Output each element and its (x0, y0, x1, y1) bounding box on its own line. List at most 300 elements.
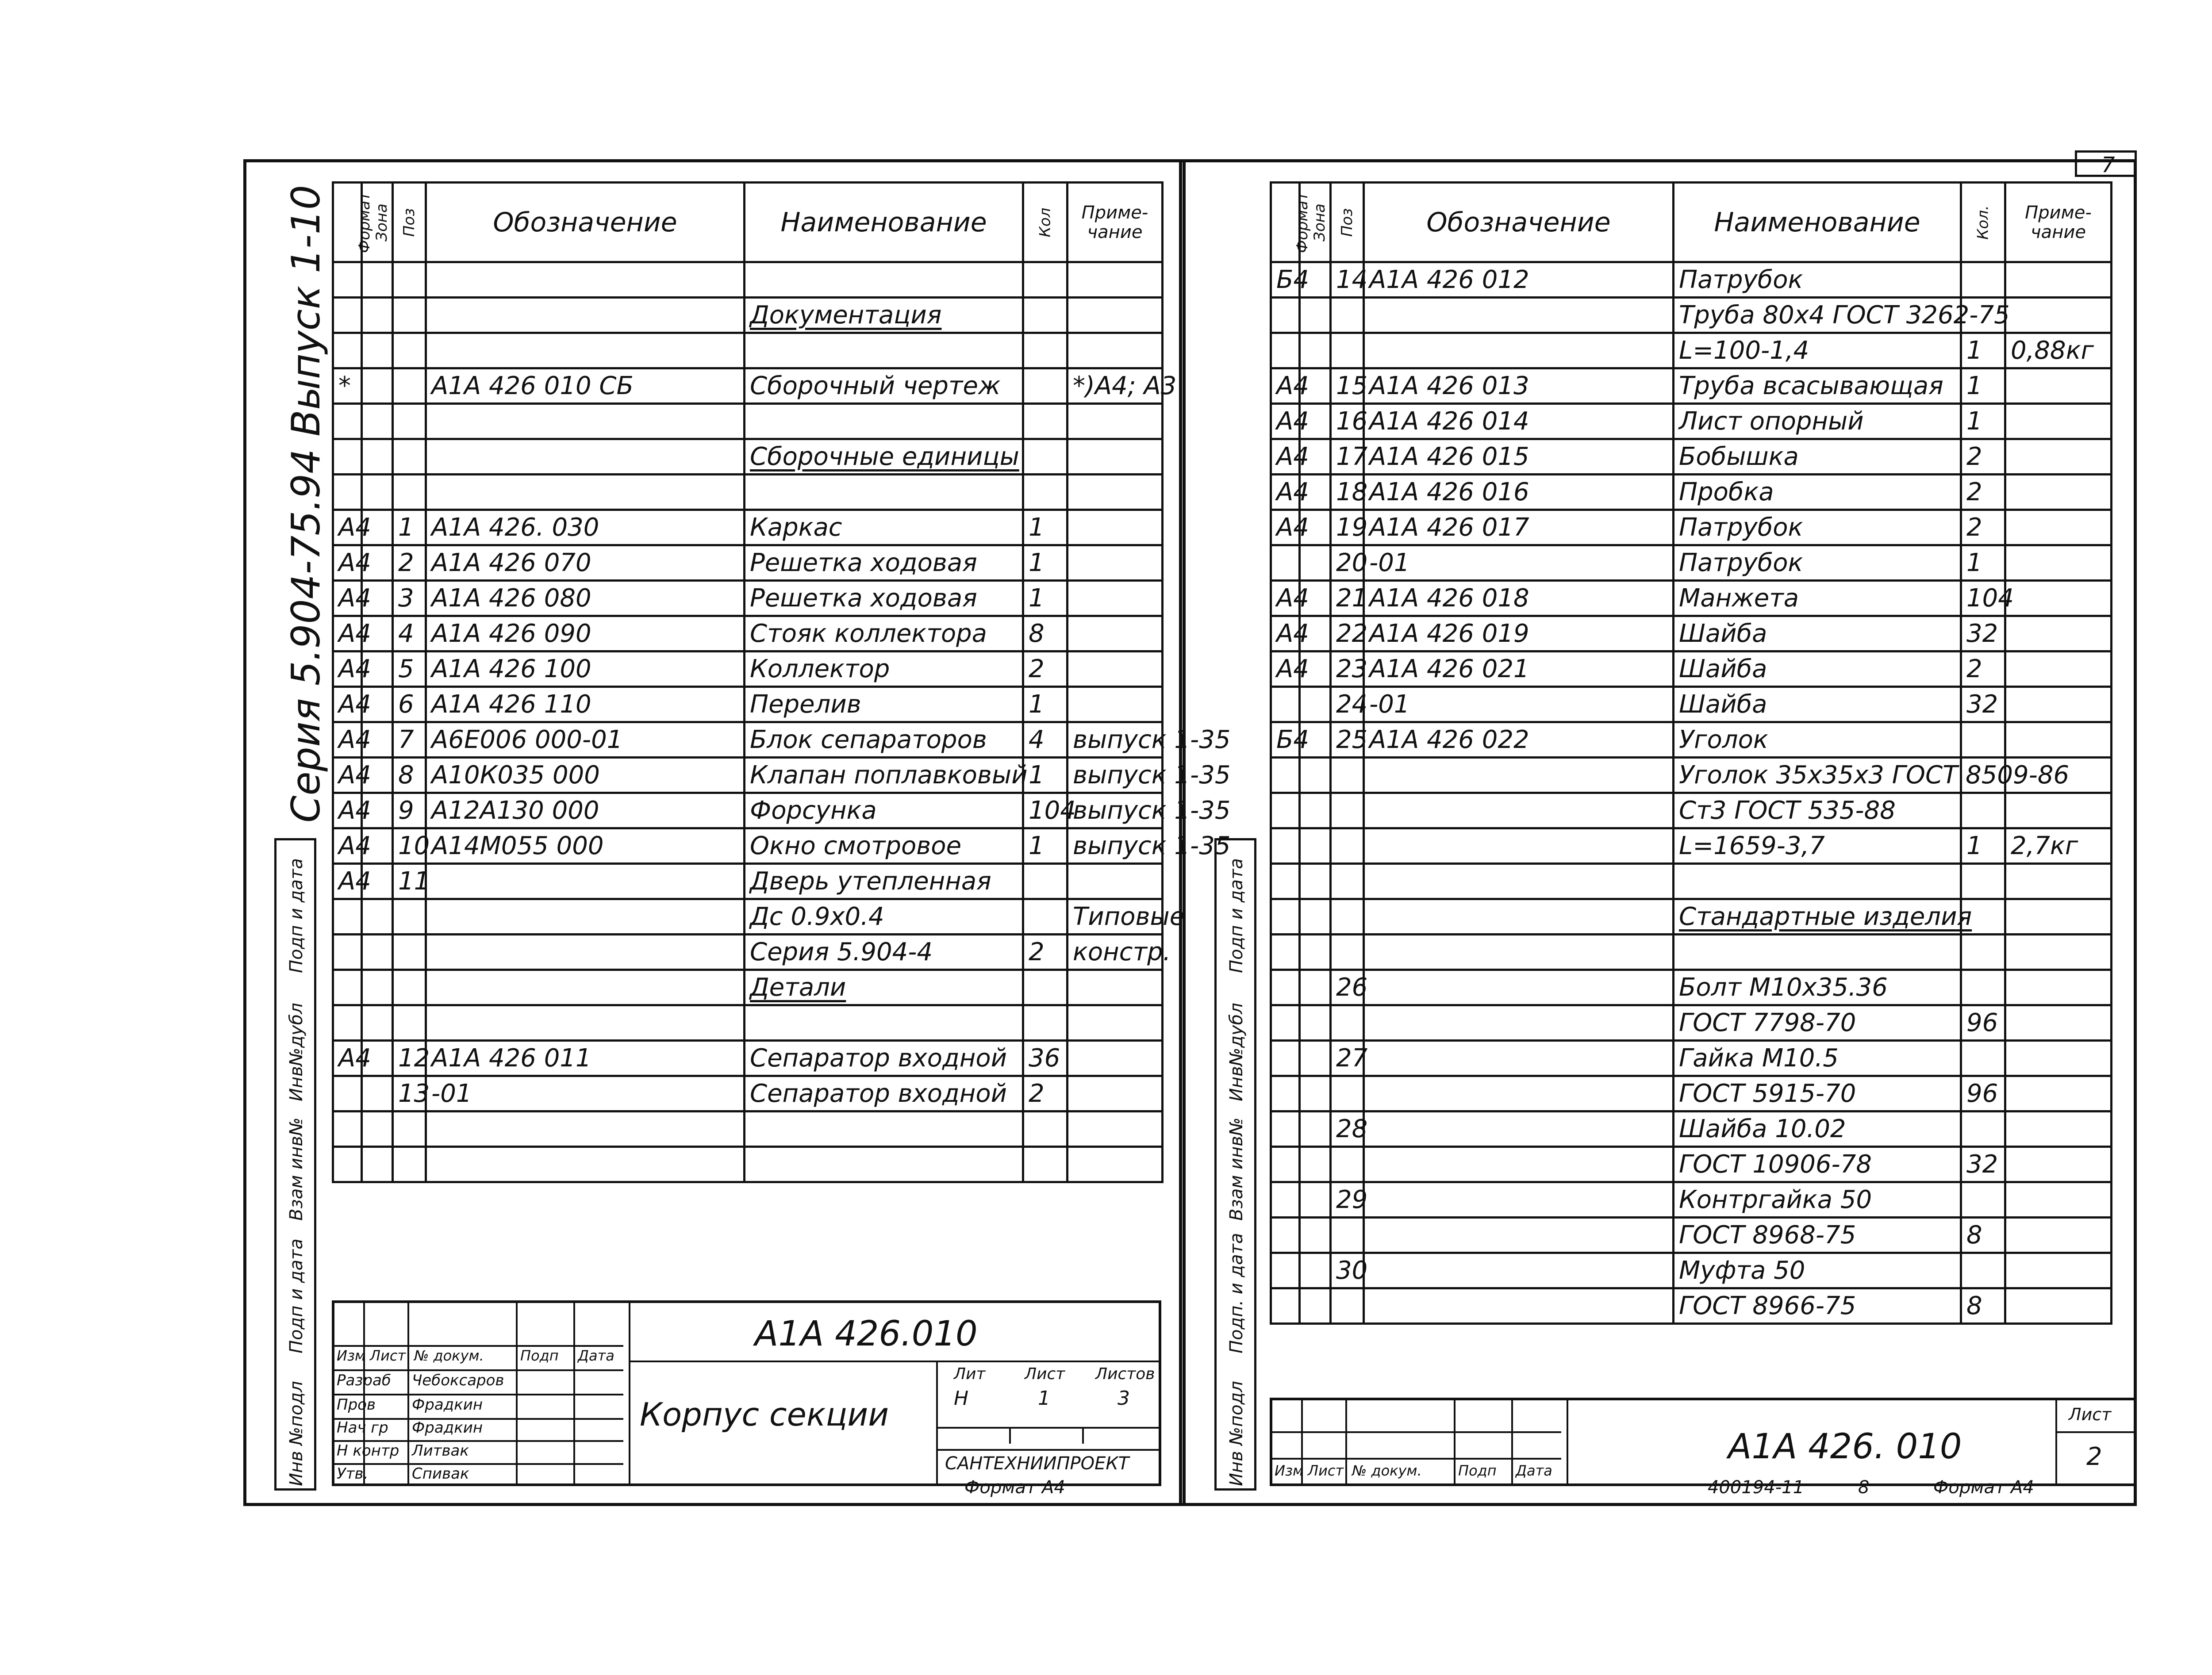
cell-designation (1364, 1288, 1674, 1324)
cell-format (1271, 1288, 1300, 1324)
cell-qty: 2 (1961, 510, 2005, 545)
cell-format (333, 404, 362, 439)
cell-name: ГОСТ 8968-75 (1674, 1218, 1961, 1253)
cell-pos (1331, 828, 1364, 864)
cell-qty: 96 (1961, 1076, 2005, 1112)
table-row (1271, 439, 2112, 475)
table-row (1271, 899, 2112, 935)
cell-qty: 1 (1961, 368, 2005, 404)
cell-pos (1331, 298, 1364, 333)
cell-qty: 8 (1023, 616, 1068, 652)
cell-note: выпуск 1-35 (1068, 758, 1163, 793)
cell-pos (393, 262, 426, 298)
cell-format: А4 (1271, 616, 1300, 652)
lit-label: Лит (954, 1365, 986, 1383)
cell-format (1271, 935, 1300, 970)
col-name: Наименование (745, 183, 1023, 262)
cell-format (333, 899, 362, 935)
cell-name (1674, 864, 1961, 899)
cell-qty: 1 (1023, 758, 1068, 793)
table-row (1271, 298, 2112, 333)
cell-note: 2,7кг (2005, 828, 2112, 864)
cell-qty: 32 (1961, 687, 2005, 722)
table-row (333, 793, 1163, 828)
cell-note (2005, 864, 2112, 899)
cell-pos: 28 (1331, 1112, 1364, 1147)
cell-qty (1023, 1112, 1068, 1147)
table-row (333, 970, 1163, 1005)
cell-pos: 23 (1331, 652, 1364, 687)
cell-pos (1331, 1005, 1364, 1041)
cell-name: Клапан поплавковый (745, 758, 1023, 793)
cell-designation: А1А 426 011 (426, 1041, 745, 1076)
cell-designation (1364, 970, 1674, 1005)
cell-pos: 12 (393, 1041, 426, 1076)
cell-name: Патрубок (1674, 510, 1961, 545)
cell-name: ГОСТ 5915-70 (1674, 1076, 1961, 1112)
cell-format (1271, 1005, 1300, 1041)
cell-name: Патрубок (1674, 262, 1961, 298)
cell-qty (1023, 298, 1068, 333)
cell-format: А4 (333, 793, 362, 828)
stamp-person: Фрадкин (412, 1419, 483, 1437)
stamp-col-header: Подп (520, 1347, 559, 1364)
cell-format (333, 1147, 362, 1182)
cell-name: Шайба (1674, 687, 1961, 722)
cell-note (1068, 333, 1163, 368)
cell-name (1674, 935, 1961, 970)
table-row (333, 439, 1163, 475)
cell-designation (1364, 1041, 1674, 1076)
cell-zone (1300, 828, 1331, 864)
cell-designation: А14М055 000 (426, 828, 745, 864)
cell-pos: 26 (1331, 970, 1364, 1005)
table-row (333, 298, 1163, 333)
table-row (1271, 581, 2112, 616)
cell-zone (362, 1112, 393, 1147)
table-header (333, 183, 1163, 262)
table-row (333, 722, 1163, 758)
table-row (1271, 687, 2112, 722)
cell-designation (1364, 1182, 1674, 1218)
table-row (1271, 970, 2112, 1005)
cell-zone (362, 1005, 393, 1041)
table-row (1271, 404, 2112, 439)
left-spec-table (332, 181, 1231, 1183)
stamp-col-header: Лист (370, 1347, 406, 1364)
cell-pos: 4 (393, 616, 426, 652)
cell-note (1068, 581, 1163, 616)
table-row (333, 581, 1163, 616)
cell-qty (1023, 970, 1068, 1005)
cell-pos (1331, 333, 1364, 368)
cell-note (1068, 439, 1163, 475)
cell-format: А4 (333, 616, 362, 652)
cell-designation: -01 (1364, 545, 1674, 581)
cell-name: Уголок 35х35х3 ГОСТ 8509-86 (1674, 758, 1961, 793)
cell-note (1068, 262, 1163, 298)
cell-note (1068, 475, 1163, 510)
side-label: Инв №подл (1226, 1381, 1247, 1486)
stamp-col-header: Дата (578, 1347, 614, 1364)
table-row (333, 864, 1163, 899)
left-title-block (332, 1300, 1161, 1486)
table-row (333, 899, 1163, 935)
cell-zone (1300, 935, 1331, 970)
cell-note: выпуск 1-35 (1068, 793, 1163, 828)
cell-qty: 1 (1023, 510, 1068, 545)
table-row (333, 1041, 1163, 1076)
cell-pos: 2 (393, 545, 426, 581)
cell-designation (1364, 758, 1674, 793)
cell-note: выпуск 1-35 (1068, 828, 1163, 864)
cell-zone (362, 439, 393, 475)
cell-note (1068, 1147, 1163, 1182)
cell-name: Патрубок (1674, 545, 1961, 581)
cell-name (745, 1005, 1023, 1041)
cell-pos (393, 368, 426, 404)
cell-zone (1300, 970, 1331, 1005)
cell-qty: 2 (1961, 439, 2005, 475)
col-qty: Кол. (1961, 183, 2005, 262)
table-row (333, 935, 1163, 970)
cell-name (745, 1147, 1023, 1182)
cell-note (1068, 545, 1163, 581)
table-row (1271, 545, 2112, 581)
cell-format: А4 (333, 722, 362, 758)
table-row (333, 368, 1163, 404)
cell-name: Пробка (1674, 475, 1961, 510)
cell-name: Муфта 50 (1674, 1253, 1961, 1288)
col-qty: Кол (1023, 183, 1068, 262)
col-name: Наименование (1674, 183, 1961, 262)
stamp-role: Нач гр (337, 1419, 388, 1437)
cell-designation (1364, 1218, 1674, 1253)
cell-name: Коллектор (745, 652, 1023, 687)
cell-qty: 2 (1023, 935, 1068, 970)
cell-note (1068, 510, 1163, 545)
page-marker: 7 (2101, 153, 2115, 177)
cell-name: Стандартные изделия (1674, 899, 1961, 935)
cell-note (1068, 1076, 1163, 1112)
cell-zone (1300, 864, 1331, 899)
cell-pos (1331, 793, 1364, 828)
cell-qty: 32 (1961, 616, 2005, 652)
cell-format: А4 (333, 1041, 362, 1076)
cell-pos (1331, 758, 1364, 793)
table-row (1271, 475, 2112, 510)
cell-designation (426, 1112, 745, 1147)
cell-designation (426, 439, 745, 475)
cell-designation: А1А 426 017 (1364, 510, 1674, 545)
cell-format: А4 (333, 545, 362, 581)
cell-pos (393, 970, 426, 1005)
cell-name: Шайба 10.02 (1674, 1112, 1961, 1147)
table-row (1271, 1182, 2112, 1218)
org-name: САНТЕХНИИПРОЕКТ (945, 1453, 1129, 1474)
cell-qty: 8 (1961, 1218, 2005, 1253)
cell-designation: А12А130 000 (426, 793, 745, 828)
stamp-col-header: Изм (337, 1347, 366, 1364)
cell-name: Труба 80х4 ГОСТ 3262-75 (1674, 298, 1961, 333)
cell-designation: А1А 426 012 (1364, 262, 1674, 298)
cell-designation: А1А 426 080 (426, 581, 745, 616)
cell-name: Блок сепараторов (745, 722, 1023, 758)
table-row (1271, 864, 2112, 899)
cell-name: ГОСТ 10906-78 (1674, 1147, 1961, 1182)
cell-zone (362, 475, 393, 510)
cell-format: А4 (1271, 368, 1300, 404)
cell-format (1271, 333, 1300, 368)
table-row (1271, 1253, 2112, 1288)
cell-qty: 1 (1023, 545, 1068, 581)
cell-zone (362, 298, 393, 333)
side-label: Подп и дата (1226, 858, 1247, 973)
cell-pos (393, 333, 426, 368)
cell-note (2005, 1041, 2112, 1076)
cell-designation (426, 333, 745, 368)
cell-format (1271, 1041, 1300, 1076)
cell-format: А4 (333, 864, 362, 899)
cell-pos (1331, 1076, 1364, 1112)
cell-pos (393, 1112, 426, 1147)
cell-designation: А1А 426 021 (1364, 652, 1674, 687)
cell-pos: 7 (393, 722, 426, 758)
cell-designation: А1А 426 022 (1364, 722, 1674, 758)
cell-zone (1300, 1112, 1331, 1147)
cell-qty (1023, 439, 1068, 475)
cell-format: А4 (1271, 652, 1300, 687)
table-row (1271, 793, 2112, 828)
cell-qty (1961, 793, 2005, 828)
table-row (333, 475, 1163, 510)
cell-designation (426, 899, 745, 935)
table-row (333, 1147, 1163, 1182)
sheet-value: 1 (1038, 1387, 1050, 1410)
cell-note (2005, 510, 2112, 545)
col-note: Приме-чание (2005, 183, 2112, 262)
cell-designation (1364, 1005, 1674, 1041)
cell-format (333, 475, 362, 510)
stamp-person: Литвак (412, 1442, 469, 1460)
cell-note (2005, 652, 2112, 687)
cell-designation (426, 298, 745, 333)
cell-name: Контргайка 50 (1674, 1182, 1961, 1218)
cell-note: 0,88кг (2005, 333, 2112, 368)
cell-note (2005, 368, 2112, 404)
cell-pos (393, 439, 426, 475)
right-spec-table (1270, 181, 2112, 1325)
cell-name: L=1659-3,7 (1674, 828, 1961, 864)
cell-name: Уголок (1674, 722, 1961, 758)
cell-designation: А1А 426 019 (1364, 616, 1674, 652)
cell-designation (1364, 298, 1674, 333)
cell-pos: 3 (393, 581, 426, 616)
cell-format (1271, 1182, 1300, 1218)
cell-designation (1364, 935, 1674, 970)
cell-name (745, 1112, 1023, 1147)
cell-pos: 14 (1331, 262, 1364, 298)
cell-note: *)А4; А3 (1068, 368, 1163, 404)
table-row (1271, 1218, 2112, 1253)
cell-format: Б4 (1271, 722, 1300, 758)
col-zone: Зона (362, 183, 393, 262)
table-row (1271, 758, 2112, 793)
cell-zone (1300, 545, 1331, 581)
cell-designation: А6Е006 000-01 (426, 722, 745, 758)
col-designation: Обозначение (426, 183, 745, 262)
sheets-value: 3 (1118, 1387, 1130, 1410)
table-row (1271, 722, 2112, 758)
cell-format (1271, 687, 1300, 722)
cell-name: ГОСТ 7798-70 (1674, 1005, 1961, 1041)
cell-name: Детали (745, 970, 1023, 1005)
col-zone: Зона (1300, 183, 1331, 262)
table-row (333, 404, 1163, 439)
cell-qty (1023, 475, 1068, 510)
cell-pos: 30 (1331, 1253, 1364, 1288)
doc-title: Корпус секции (640, 1396, 889, 1433)
table-row (1271, 1005, 2112, 1041)
col-format: Формат (1271, 183, 1300, 262)
cell-note (2005, 1218, 2112, 1253)
sheets-label: Листов (1095, 1365, 1155, 1383)
table-row (333, 616, 1163, 652)
cell-designation: А1А 426 015 (1364, 439, 1674, 475)
cell-format (1271, 970, 1300, 1005)
cell-note (2005, 1253, 2112, 1288)
cell-format: А4 (1271, 510, 1300, 545)
cell-designation (1364, 793, 1674, 828)
cell-note: констр. (1068, 935, 1163, 970)
cell-name: Сепаратор входной (745, 1041, 1023, 1076)
cell-note (1068, 616, 1163, 652)
cell-designation (1364, 828, 1674, 864)
cell-zone (1300, 1218, 1331, 1253)
cell-designation (1364, 1076, 1674, 1112)
format-label: Формат А4 (964, 1477, 1065, 1498)
cell-note (1068, 970, 1163, 1005)
cell-qty (1023, 262, 1068, 298)
cell-note (2005, 298, 2112, 333)
cell-name: Сборочный чертеж (745, 368, 1023, 404)
cell-name: Гайка М10.5 (1674, 1041, 1961, 1076)
cell-note (2005, 616, 2112, 652)
cell-qty: 96 (1961, 1005, 2005, 1041)
cell-qty: 1 (1961, 404, 2005, 439)
cell-note: выпуск 1-35 (1068, 722, 1163, 758)
cell-qty: 1 (1961, 545, 2005, 581)
cell-format (1271, 793, 1300, 828)
left-side-stamp (274, 838, 316, 1491)
col-note: Приме-чание (1068, 183, 1163, 262)
cell-name: Бобышка (1674, 439, 1961, 475)
cell-pos (1331, 899, 1364, 935)
cell-qty (1961, 935, 2005, 970)
cell-pos: 16 (1331, 404, 1364, 439)
table-row (333, 1005, 1163, 1041)
cell-pos: 22 (1331, 616, 1364, 652)
cell-designation (426, 1005, 745, 1041)
cell-format: А4 (1271, 439, 1300, 475)
cell-pos: 21 (1331, 581, 1364, 616)
table-row (1271, 1288, 2112, 1324)
cell-qty: 1 (1023, 581, 1068, 616)
cell-zone (1300, 1147, 1331, 1182)
cell-qty (1023, 1005, 1068, 1041)
table-header (1271, 183, 2112, 262)
cell-qty: 36 (1023, 1041, 1068, 1076)
cell-designation (1364, 899, 1674, 935)
lit-value: Н (954, 1387, 969, 1410)
cell-name (745, 404, 1023, 439)
cell-format: А4 (333, 758, 362, 793)
cell-format (333, 1005, 362, 1041)
cell-zone (362, 1076, 393, 1112)
side-label: Подп. и дата (1226, 1233, 1247, 1353)
cell-format (1271, 758, 1300, 793)
footer-code: 400194-11 (1708, 1477, 1805, 1498)
cell-zone (1300, 1076, 1331, 1112)
cell-pos: 29 (1331, 1182, 1364, 1218)
cell-pos: 5 (393, 652, 426, 687)
cell-note: Типовые (1068, 899, 1163, 935)
cell-designation (426, 1147, 745, 1182)
cell-qty: 4 (1023, 722, 1068, 758)
cell-pos: 11 (393, 864, 426, 899)
cell-zone (1300, 1041, 1331, 1076)
cell-note (2005, 687, 2112, 722)
side-label: Подп и дата (286, 1238, 307, 1353)
cell-name: Форсунка (745, 793, 1023, 828)
cell-zone (1300, 687, 1331, 722)
cell-name: Сборочные единицы (745, 439, 1023, 475)
cell-designation: А1А 426 013 (1364, 368, 1674, 404)
cell-note (2005, 970, 2112, 1005)
cell-pos (393, 404, 426, 439)
cell-note (1068, 1005, 1163, 1041)
cell-format (333, 298, 362, 333)
cell-format: А4 (333, 687, 362, 722)
table-row (1271, 828, 2112, 864)
right-title-block (1270, 1398, 2137, 1486)
cell-pos (393, 1005, 426, 1041)
cell-zone (362, 1147, 393, 1182)
cell-designation (1364, 1147, 1674, 1182)
cell-qty (1961, 262, 2005, 298)
cell-designation (1364, 333, 1674, 368)
cell-name: Перелив (745, 687, 1023, 722)
cell-pos: 20 (1331, 545, 1364, 581)
cell-zone (1300, 298, 1331, 333)
col-format: Формат (333, 183, 362, 262)
cell-designation (1364, 1253, 1674, 1288)
side-label: Взам инв№ (1226, 1117, 1247, 1221)
cell-format: А4 (333, 510, 362, 545)
cell-name: Серия 5.904-4 (745, 935, 1023, 970)
cell-qty: 104 (1023, 793, 1068, 828)
cell-zone (362, 970, 393, 1005)
cell-zone (362, 899, 393, 935)
cell-designation: А1А 426 010 СБ (426, 368, 745, 404)
cell-name: Дверь утепленная (745, 864, 1023, 899)
table-row (333, 828, 1163, 864)
cell-note (2005, 935, 2112, 970)
cell-format (1271, 1112, 1300, 1147)
cell-format (1271, 899, 1300, 935)
cell-designation: -01 (1364, 687, 1674, 722)
cell-qty: 1 (1961, 828, 2005, 864)
